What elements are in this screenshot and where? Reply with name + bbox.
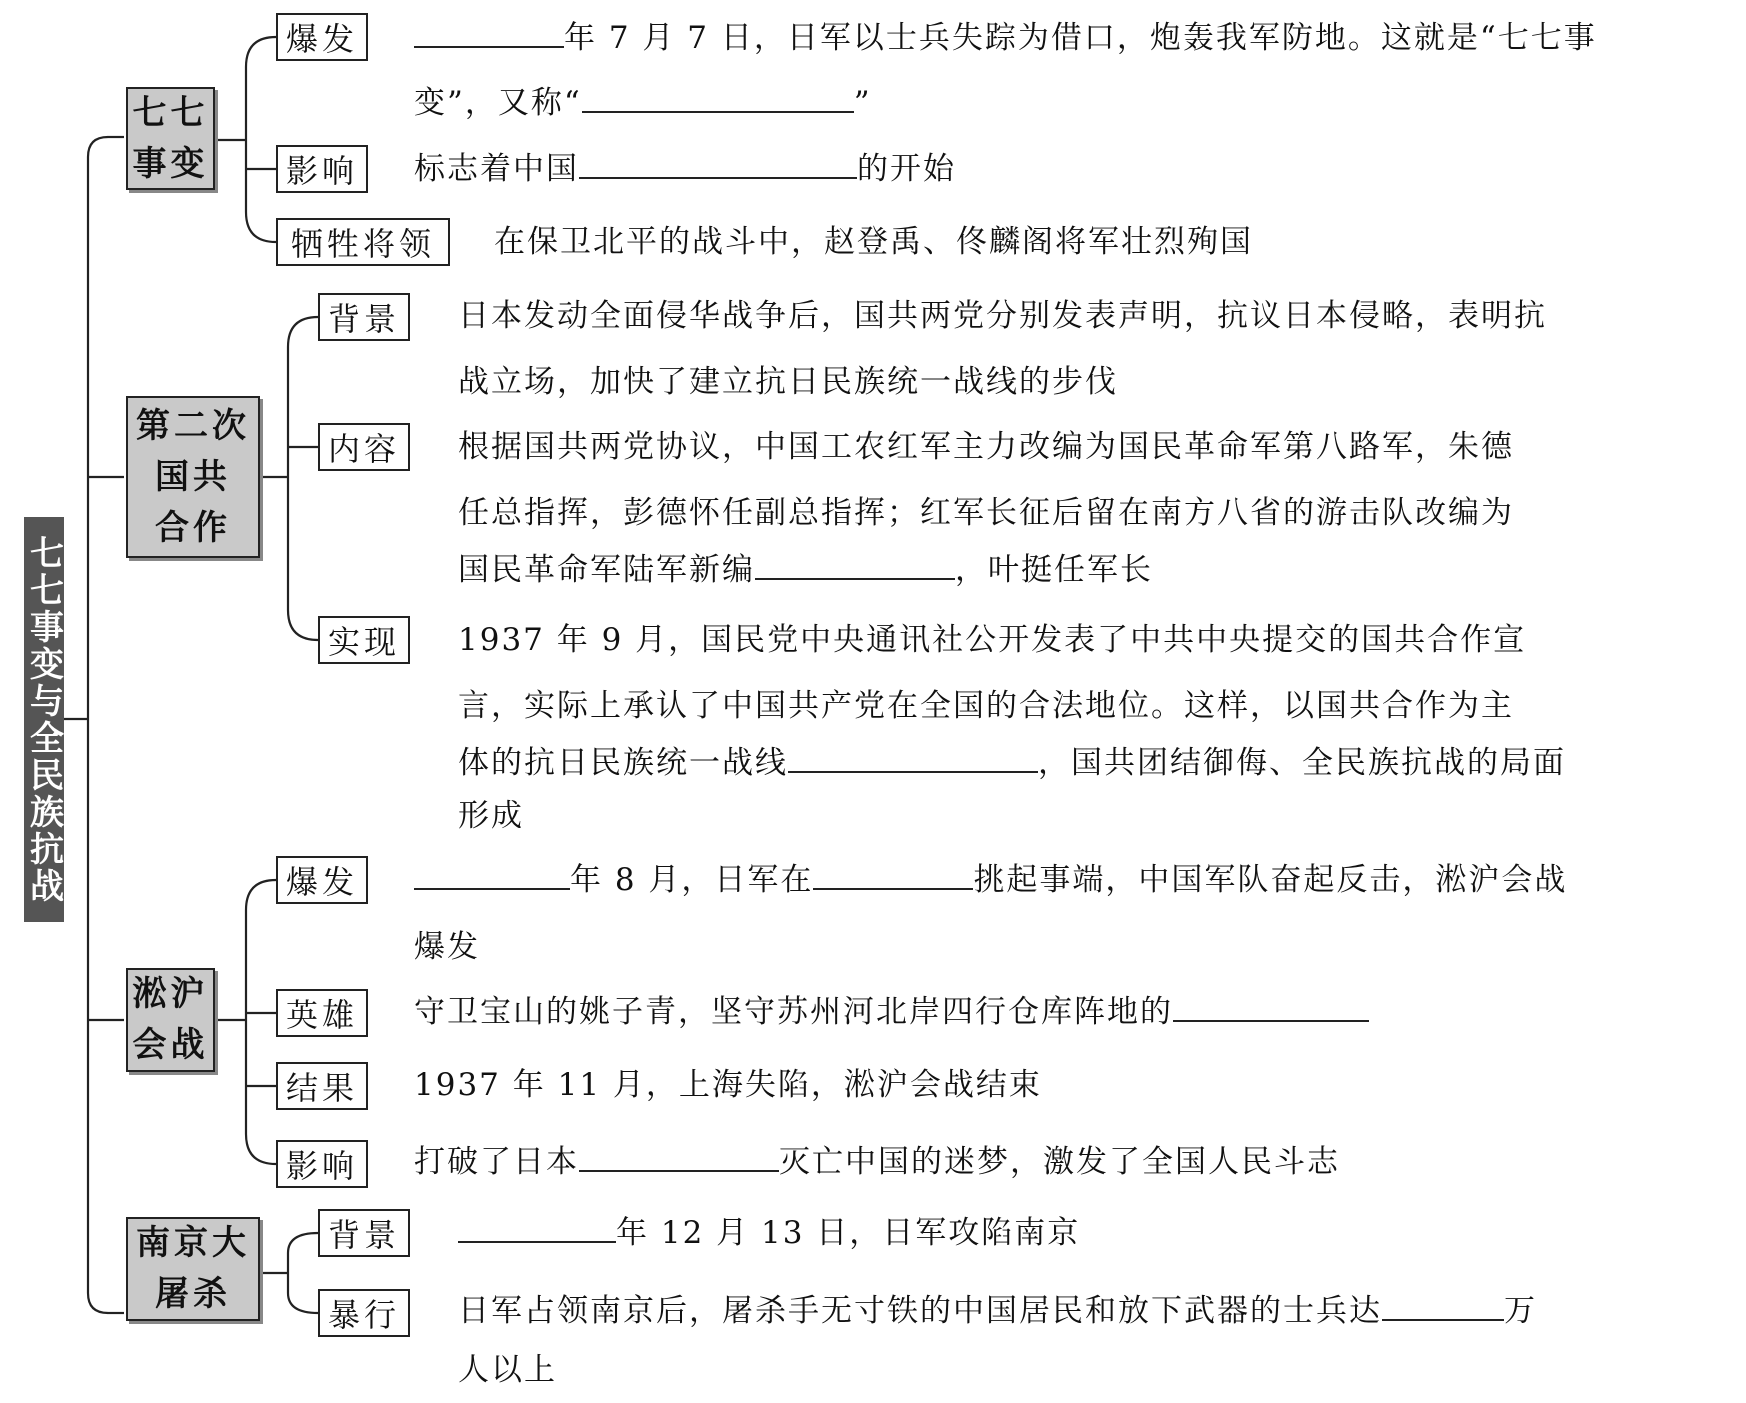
text-hz-neirong-line1: 根据国共两党协议，中国工农红军主力改编为国民革命军第八路军，朱德 xyxy=(458,429,1514,465)
text-qiqi-baofa-2b: ” xyxy=(853,85,872,121)
blank-sh-yingxiong xyxy=(1173,984,1369,1022)
label-nj-baoxing: 暴行 xyxy=(318,1289,410,1337)
text-qiqi-yingxiang xyxy=(414,136,956,202)
text-hz-neirong-line2: 任总指挥，彭德怀任副总指挥；红军长征后留在南方八省的游击队改编为 xyxy=(458,495,1514,531)
text-hz-neirong-3a: 国民革命军陆军新编 xyxy=(458,552,755,588)
blank-nj-number xyxy=(1382,1283,1504,1321)
root-title xyxy=(24,517,64,922)
topic-qiqi xyxy=(126,87,215,190)
label-sh-baofa: 爆发 xyxy=(276,856,368,904)
songhu-bracket xyxy=(246,880,276,1164)
label-sh-jieguo: 结果 xyxy=(276,1062,368,1110)
blank-qiqi-yingxiang xyxy=(579,141,857,179)
label-sh-yingxiong: 英雄 xyxy=(276,989,368,1037)
blank-hz-xinbian xyxy=(755,542,955,580)
label-nj-beijing: 背景 xyxy=(318,1209,410,1257)
label-hz-beijing: 背景 xyxy=(318,293,410,341)
blank-sh-year xyxy=(414,852,570,890)
qiqi-bracket xyxy=(246,37,276,242)
hezuo-bracket xyxy=(288,317,318,640)
text-nj-baoxing-1b: 万 xyxy=(1504,1293,1537,1329)
text-nj-beijing xyxy=(458,1200,1080,1266)
text-qiqi-baofa-line1 xyxy=(414,5,1597,71)
text-hz-shixian-3a: 体的抗日民族统一战线 xyxy=(458,745,788,781)
text-nj-baoxing-line2: 人以上 xyxy=(458,1352,557,1388)
text-hz-shixian-line4: 形成 xyxy=(458,798,524,834)
label-hz-shixian: 实现 xyxy=(318,616,410,664)
root-title-text: 七七事变与全民族抗战 xyxy=(23,534,64,905)
topic-hezuo xyxy=(126,396,260,558)
text-hz-shixian-3b: ，国共团结御侮、全民族抗战的局面 xyxy=(1038,745,1566,781)
text-qiqi-baofa-1: 年 7 月 7 日，日军以士兵失踪为借口，炮轰我军防地。这就是“七七事 xyxy=(564,20,1597,56)
blank-hz-shixian xyxy=(788,735,1038,773)
label-qiqi-baofa: 爆发 xyxy=(276,13,368,61)
text-sh-baofa-1b: 挑起事端，中国军队奋起反击，淞沪会战 xyxy=(973,862,1568,898)
topic-songhu-text: 淞沪 会战 xyxy=(132,974,209,1065)
root-bracket xyxy=(88,137,108,1313)
label-sh-yingxiang: 影响 xyxy=(276,1140,368,1188)
text-sh-baofa-line1 xyxy=(414,847,1567,913)
topic-songhu xyxy=(126,968,215,1072)
label-qiqi-yingxiang: 影响 xyxy=(276,145,368,193)
text-sh-baofa-1a: 年 8 月，日军在 xyxy=(570,862,814,898)
text-nj-baoxing-line1 xyxy=(458,1278,1537,1344)
text-qiqi-yingxiang-b: 的开始 xyxy=(857,151,956,187)
text-sh-yingxiong-a: 守卫宝山的姚子青，坚守苏州河北岸四行仓库阵地的 xyxy=(414,994,1173,1030)
text-hz-shixian-line3 xyxy=(458,730,1566,796)
text-sh-yingxiong xyxy=(414,979,1369,1045)
text-qiqi-xisheng: 在保卫北平的战斗中，赵登禹、佟麟阁将军壮烈殉国 xyxy=(494,224,1253,260)
blank-nj-year xyxy=(458,1205,616,1243)
blank-qiqi-alias xyxy=(582,75,854,113)
text-sh-yingxiang-a: 打破了日本 xyxy=(414,1144,579,1180)
text-hz-shixian-line2: 言，实际上承认了中国共产党在全国的合法地位。这样，以国共合作为主 xyxy=(458,688,1514,724)
text-sh-yingxiang xyxy=(414,1129,1340,1195)
text-nj-baoxing-1a: 日军占领南京后，屠杀手无寸铁的中国居民和放下武器的士兵达 xyxy=(458,1293,1382,1329)
label-hz-neirong: 内容 xyxy=(318,423,410,471)
text-qiqi-baofa-line2 xyxy=(414,70,872,136)
topic-nanjing xyxy=(126,1217,260,1321)
text-hz-shixian-line1: 1937 年 9 月，国民党中央通讯社公开发表了中共中央提交的国共合作宣 xyxy=(458,622,1527,658)
label-qiqi-xisheng: 牺牲将领 xyxy=(276,218,450,266)
text-sh-yingxiang-b: 灭亡中国的迷梦，激发了全国人民斗志 xyxy=(779,1144,1340,1180)
nanjing-bracket xyxy=(288,1233,318,1313)
text-qiqi-baofa-2a: 变”，又称“ xyxy=(414,85,582,121)
text-hz-beijing-line1: 日本发动全面侵华战争后，国共两党分别发表声明，抗议日本侵略，表明抗 xyxy=(458,298,1547,334)
text-nj-beijing-a: 年 12 月 13 日，日军攻陷南京 xyxy=(616,1215,1081,1251)
blank-qiqi-year xyxy=(414,10,564,48)
text-hz-neirong-3b: ，叶挺任军长 xyxy=(955,552,1153,588)
text-hz-neirong-line3 xyxy=(458,537,1153,603)
topic-hezuo-text: 第二次 国共 合作 xyxy=(136,405,250,548)
text-qiqi-yingxiang-a: 标志着中国 xyxy=(414,151,579,187)
blank-sh-yingxiang xyxy=(579,1134,779,1172)
blank-sh-place xyxy=(813,852,973,890)
text-sh-jieguo: 1937 年 11 月，上海失陷，淞沪会战结束 xyxy=(414,1067,1042,1103)
text-hz-beijing-line2: 战立场，加快了建立抗日民族统一战线的步伐 xyxy=(458,364,1118,400)
text-sh-baofa-line2: 爆发 xyxy=(414,929,480,965)
topic-nanjing-text: 南京大 屠杀 xyxy=(136,1223,250,1314)
topic-qiqi-text: 七七 事变 xyxy=(132,92,209,184)
